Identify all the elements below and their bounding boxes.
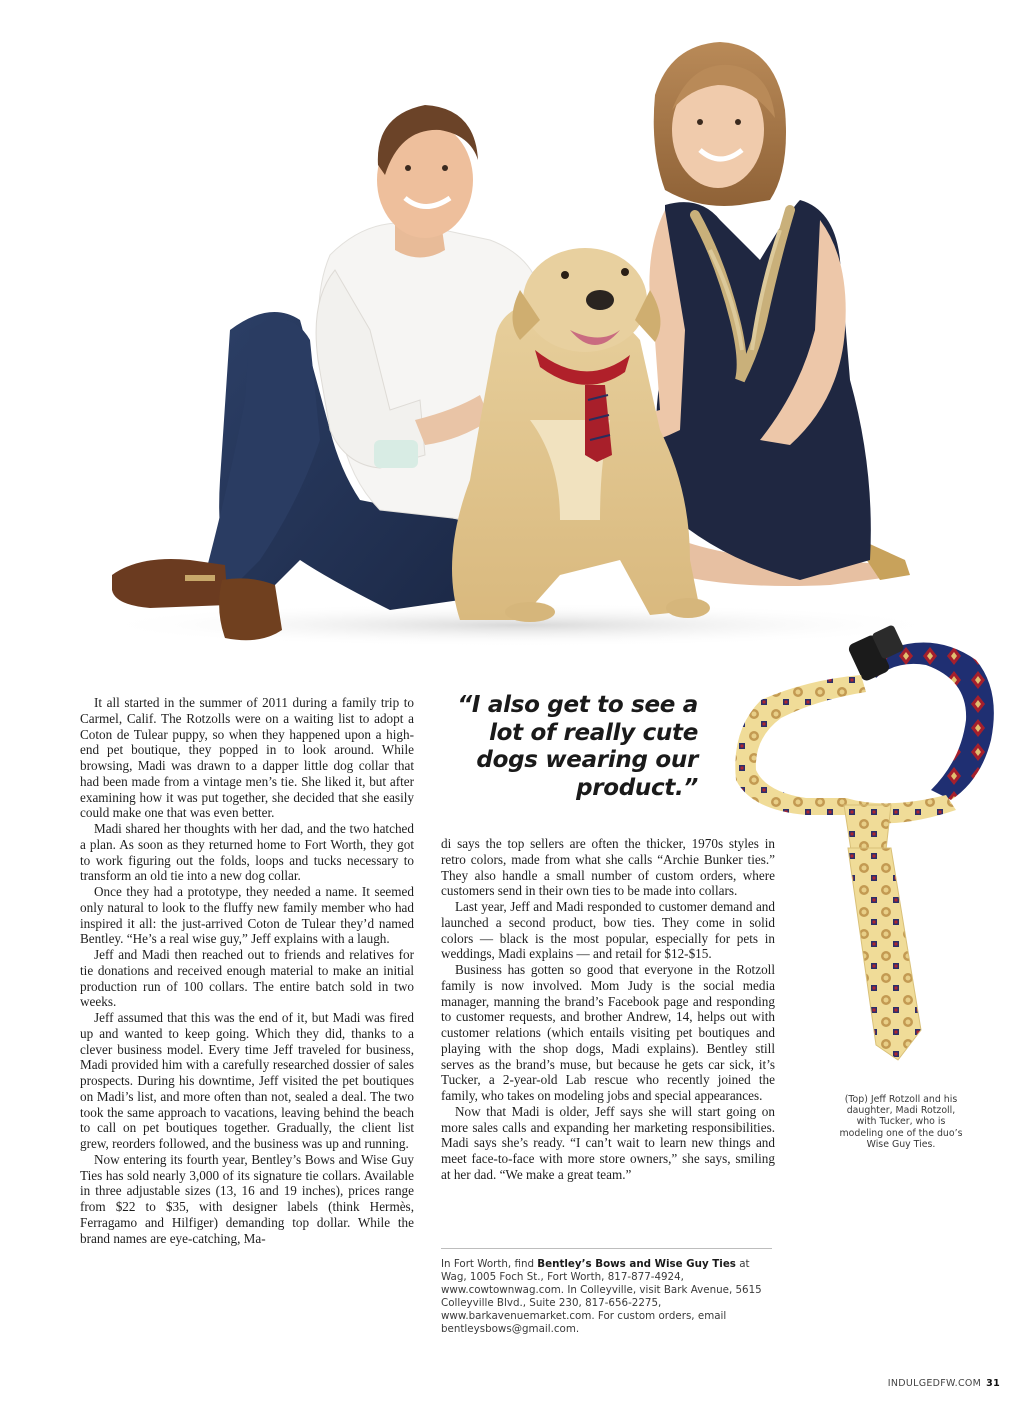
paragraph: Now entering its fourth year, Bentley’s Bows and Wise Guy Ties has sold nearly 3,000 of its signature tie collars. Available in three adjustable sizes (13, 16 and 19 inches), prices range from $22 to $35, with designer labels (think Hermès, Ferragamo and Hilfiger) demanding top dollar. While the brand names are eye-catching, Ma- bbox=[80, 1151, 414, 1246]
paragraph: It all started in the summer of 2011 during a family trip to Carmel, Calif. The Rotzolls were on a waiting list to adopt a Coton de Tulear puppy, so when they happened upon a high-end pet boutique, they popped in to look around. While browsing, Madi was drawn to a dapper little dog collar that had been made from a vintage men’s tie. She liked it, but after examining how it was put together, she decided that she easily could make one that was even better. bbox=[80, 695, 414, 821]
paragraph: di says the top sellers are often the thicker, 1970s styles in retro colors, made from what she calls “Archie Bunker ties.” They also handle a small number of custom orders, where customers send in their own ties to be made into collars. bbox=[441, 836, 775, 899]
info-details: at Wag, 1005 Foch St., Fort Worth, 817-877-4924, www.cowtownwag.com. In Colleyville, visit Bark Avenue, 5615 Colleyville Blvd., Suite 230, 817-656-2275, www.barkavenuemarket.com. For custom orders, email bentleysbows@gmail.com. bbox=[441, 1258, 762, 1335]
article-column-1 bbox=[80, 695, 414, 1246]
paragraph: Madi shared her thoughts with her dad, and the two hatched a plan. As soon as they returned home to Fort Worth, they got to work figuring out the folds, loops and tucks necessary to transform an old tie into a new dog collar. bbox=[80, 821, 414, 884]
article-column-2 bbox=[441, 836, 775, 1183]
page-footer bbox=[888, 1378, 1000, 1389]
family-photo bbox=[0, 0, 1024, 680]
paragraph: Once they had a prototype, they needed a name. It seemed only natural to look to the fluffy new family member who had inspired it all: the just-arrived Coton de Tulear they’d named Bentley. “He’s a real wise guy,” Jeff explains with a laugh. bbox=[80, 884, 414, 947]
info-lead: In Fort Worth, find bbox=[441, 1258, 538, 1270]
paragraph: Now that Madi is older, Jeff says she will start going on more sales calls and expanding her marketing responsibilities. Madi says she’s ready. “I can’t wait to learn new things and meet face-to-face with more store owners,” she says, smiling at her dad. “We make a great team.” bbox=[441, 1103, 775, 1182]
paragraph: Jeff assumed that this was the end of it, but Madi was fired up and wanted to keep going. Which they did, thanks to a clever business model. Every time Jeff traveled for business, Madi provided him with a carefully researched dossier of sales prospects. During his downtime, Jeff visited the pet boutiques on Madi’s list, and more often than not, sealed a deal. The two took the same approach to vacations, leaving behind the beach to call on pet boutiques together. Gradually, the client list grew, reorders followed, and the business was up and running. bbox=[80, 1010, 414, 1151]
site-url: INDULGEDFW.COM bbox=[887, 1378, 982, 1389]
photo-caption: (Top) Jeff Rotzoll and his daughter, Madi Rotzoll, with Tucker, who is modeling one of the duo’s Wise Guy Ties. bbox=[839, 1094, 963, 1150]
paragraph: Business has gotten so good that everyone in the Rotzoll family is now involved. Mom Judy is the social media manager, manning the brand’s Facebook page and responding to customer requests, and brother Andrew, 14, helps out with customer relations (which entails visiting pet boutiques and playing with the shop dogs, Madi explains). Bentley still serves as the brand’s muse, but because he gets car sick, it’s Tucker, a 2-year-old Lab rescue who recently joined the family, who takes on modeling jobs and special appearances. bbox=[441, 962, 775, 1103]
tie-collar-photo bbox=[726, 620, 1006, 1080]
page-number: 31 bbox=[986, 1378, 1000, 1389]
paragraph: Jeff and Madi then reached out to friends and relatives for tie donations and received enough material to make an initial production run of 100 collars. The entire batch sold in two weeks. bbox=[80, 947, 414, 1010]
pull-quote: “I also get to see a lot of really cute dogs wearing our product.” bbox=[457, 692, 698, 801]
info-box bbox=[441, 1258, 775, 1335]
info-brand: Bentley’s Bows and Wise Guy Ties bbox=[537, 1258, 736, 1270]
paragraph: Last year, Jeff and Madi responded to customer demand and launched a second product, bow ties. They come in solid colors — black is the most popular, especially for pets in weddings, Madi explains — and retail for $12-$15. bbox=[441, 899, 775, 962]
info-divider bbox=[441, 1248, 772, 1249]
